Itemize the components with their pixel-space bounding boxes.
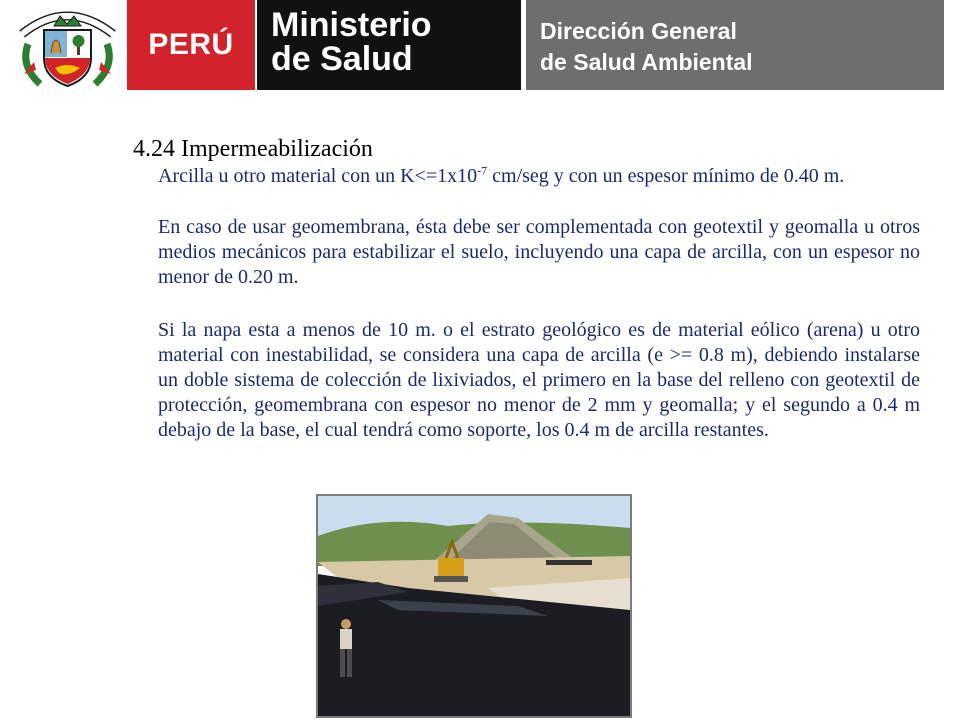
header-banner xyxy=(0,0,960,92)
directorate-name xyxy=(540,16,753,78)
directorate-line-1: Dirección General xyxy=(540,18,737,44)
ministry-brand-box xyxy=(257,0,521,90)
section-title: 4.24 Impermeabilización xyxy=(133,136,373,162)
ministry-line-2: de Salud xyxy=(271,40,413,78)
p1-text-before: Arcilla u otro material con un K<=1x10 xyxy=(158,165,478,187)
directorate-line-2: de Salud Ambiental xyxy=(540,49,753,75)
ministry-line-1: Ministerio xyxy=(271,6,432,44)
directorate-brand-box xyxy=(526,0,944,90)
paragraph-leachate-system: Si la napa esta a menos de 10 m. o el estrato geológico es de material eólico (arena) u otro material con inestabilidad, se considera una capa de arcilla (e >= 0.8 m), debiendo instalarse un doble sistema de colección de lixiviados, el primero en la base del relleno con geotextil de protección, geomembrana con espesor no menor de 2 mm y geomalla; y el segundo a 0.4 m debajo de la base, el cual tendrá como soporte, los 0.4 m de arcilla restantes. xyxy=(158,319,920,441)
p1-text-after: cm/seg y con un espesor mínimo de 0.40 m. xyxy=(487,165,845,187)
peru-brand-box xyxy=(127,0,255,90)
ministry-name xyxy=(271,8,432,76)
peru-coat-of-arms-icon xyxy=(10,4,125,90)
country-label: PERÚ xyxy=(148,28,234,61)
p1-exponent: -7 xyxy=(477,163,488,178)
paragraph-geomembrane: En caso de usar geomembrana, ésta debe ser complementada con geotextil y geomalla u otros medios mecánicos para estabilizar el suelo, incluyendo una capa de arcilla, con un espesor no menor de 0.20 m. xyxy=(158,216,920,288)
paragraph-clay-permeability xyxy=(158,164,920,189)
landfill-geomembrane-photo xyxy=(316,494,632,718)
